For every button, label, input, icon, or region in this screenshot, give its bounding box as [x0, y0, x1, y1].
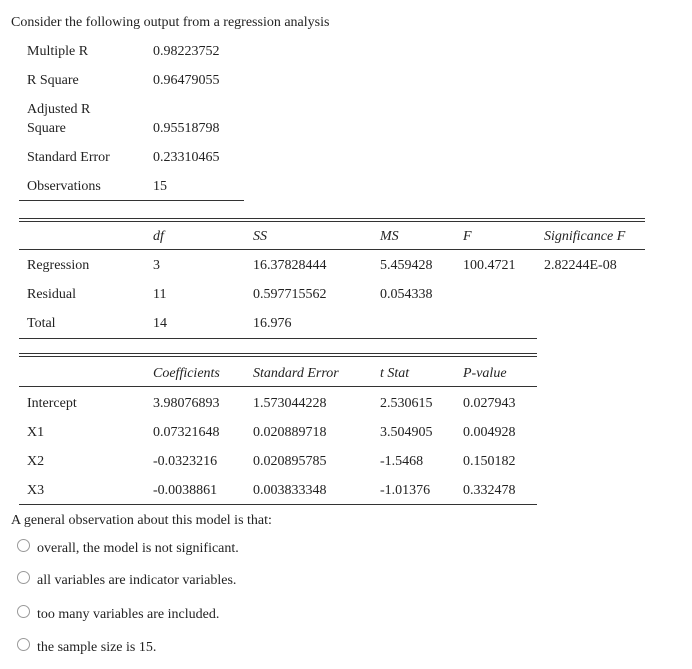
row-label: Intercept	[27, 396, 77, 411]
stat-label: Multiple R	[27, 44, 89, 59]
cell-f: 100.4721	[463, 258, 516, 273]
radio-button[interactable]	[17, 539, 30, 552]
cell-ss: 16.976	[253, 316, 292, 331]
cell-df: 14	[153, 316, 167, 331]
cell-ss: 16.37828444	[253, 258, 327, 273]
cell-t-stat: -1.01376	[380, 483, 431, 498]
cell-standard-error: 0.020895785	[253, 454, 327, 469]
table-divider	[19, 338, 537, 339]
cell-t-stat: -1.5468	[380, 454, 424, 469]
cell-standard-error: 0.003833348	[253, 483, 327, 498]
cell-coefficient: -0.0323216	[153, 454, 218, 469]
row-label: Total	[27, 316, 56, 331]
cell-ms: 0.054338	[380, 287, 433, 302]
row-label: X3	[27, 483, 45, 498]
column-header: SS	[253, 229, 267, 244]
stat-value: 0.95518798	[153, 121, 220, 136]
cell-coefficient: 0.07321648	[153, 425, 220, 440]
column-header: t Stat	[380, 366, 410, 381]
table-divider	[19, 504, 537, 505]
option-label[interactable]: the sample size is 15.	[37, 640, 157, 655]
cell-standard-error: 0.020889718	[253, 425, 327, 440]
radio-button[interactable]	[17, 571, 30, 584]
cell-coefficient: 3.98076893	[153, 396, 220, 411]
column-header: Standard Error	[253, 366, 339, 381]
cell-df: 11	[153, 287, 167, 302]
stat-label: Adjusted R	[27, 102, 91, 117]
stat-value: 0.96479055	[153, 73, 220, 88]
row-label: X2	[27, 454, 45, 469]
cell-df: 3	[153, 258, 160, 273]
radio-button[interactable]	[17, 638, 30, 651]
cell-p-value: 0.332478	[463, 483, 516, 498]
cell-standard-error: 1.573044228	[253, 396, 327, 411]
row-label: Residual	[27, 287, 76, 302]
column-header: df	[153, 229, 164, 244]
column-header: MS	[380, 229, 399, 244]
column-header: Coefficients	[153, 366, 220, 381]
question-prompt: A general observation about this model is that:	[11, 513, 272, 528]
stat-value: 0.98223752	[153, 44, 220, 59]
option-label[interactable]: too many variables are included.	[37, 607, 220, 622]
column-header: Significance F	[544, 229, 626, 244]
stat-label: Observations	[27, 179, 101, 194]
cell-p-value: 0.004928	[463, 425, 516, 440]
cell-p-value: 0.150182	[463, 454, 516, 469]
stat-label: Standard Error	[27, 150, 110, 165]
row-label: Regression	[27, 258, 90, 273]
option-label[interactable]: all variables are indicator variables.	[37, 573, 237, 588]
table-divider	[19, 353, 537, 357]
cell-coefficient: -0.0038861	[153, 483, 218, 498]
column-header: P-value	[463, 366, 507, 381]
stat-value: 15	[153, 179, 167, 194]
row-label: X1	[27, 425, 45, 440]
table-divider	[19, 200, 244, 201]
stat-value: 0.23310465	[153, 150, 220, 165]
cell-t-stat: 2.530615	[380, 396, 433, 411]
option-label[interactable]: overall, the model is not significant.	[37, 541, 239, 556]
cell-ss: 0.597715562	[253, 287, 327, 302]
stat-label: Square	[27, 121, 66, 136]
cell-ms: 5.459428	[380, 258, 433, 273]
radio-button[interactable]	[17, 605, 30, 618]
table-divider	[19, 249, 645, 250]
cell-p-value: 0.027943	[463, 396, 516, 411]
cell-t-stat: 3.504905	[380, 425, 433, 440]
column-header: F	[463, 229, 472, 244]
table-divider	[19, 386, 537, 387]
table-divider	[19, 218, 645, 222]
question-intro: Consider the following output from a regression analysis	[11, 15, 330, 30]
stat-label: R Square	[27, 73, 79, 88]
cell-significance-f: 2.82244E-08	[544, 258, 617, 273]
